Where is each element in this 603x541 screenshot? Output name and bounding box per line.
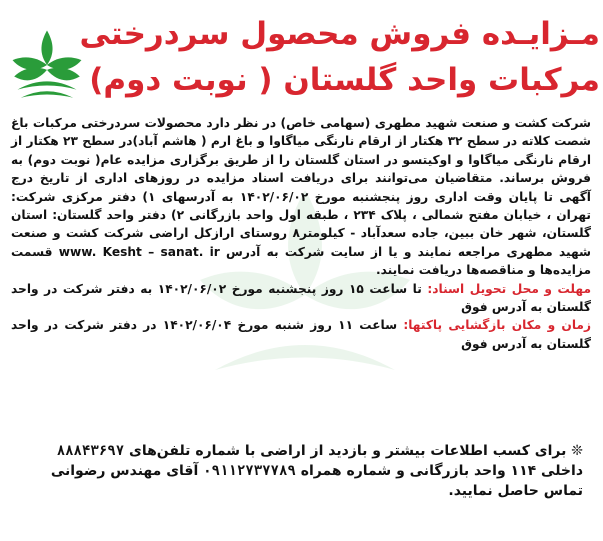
- golestan-office-label: دفتر واحد گلستان:: [52, 208, 166, 223]
- deadline-paragraph: [11, 280, 591, 317]
- plan-text: در نظر دارد: [201, 116, 277, 130]
- notice-header: [0, 4, 603, 112]
- deadline-text: تا ساعت ۱۵ روز پنجشنبه مورخ ۱۴۰۲/۰۶/۰۲ به دفتر شرکت در واحد گلستان به آدرس فوق: [11, 281, 591, 315]
- garden-2: باغ ارم ( هاشم آباد): [132, 134, 253, 149]
- area-2: در سطح ۲۳ هکتار از ارقام نارنگی میاگاوا و اوکیتسو در استان: [11, 134, 591, 167]
- opening-text: ساعت ۱۱ روز شنبه مورخ ۱۴۰۲/۰۶/۰۴ در دفتر شرکت در واحد گلستان به آدرس فوق: [11, 318, 591, 351]
- company-type: (سهامی خاص): [276, 116, 375, 130]
- contact-info: [15, 441, 583, 501]
- title-line-2: مرکبات واحد گلستان ( نوبت دوم): [89, 62, 600, 98]
- intro-paragraph: [11, 114, 591, 280]
- mobile-number: ۰۹۱۱۲۷۳۷۷۸۹: [203, 463, 296, 479]
- area-1: در سطح ۳۲ هکتار از ارقام نارنگی میاگاوا و: [252, 134, 522, 149]
- bullet-icon: ❊: [571, 443, 583, 459]
- province: گلستان: [294, 152, 340, 167]
- deadline-label: مهلت و محل تحویل اسناد:: [427, 281, 591, 296]
- product-name: محصولات سردرختی مرکبات باغ شصت کلاته: [11, 116, 592, 149]
- hours-text: در روزهای اداری از تاریخ درج آگهی تا پایان وقت اداری روز پنجشنبه مورخ ۱۴۰۲/۰۶/۰۲ به آدرسهای ۱): [11, 171, 591, 204]
- contact-line-2: داخلی ۱۱۴ واحد بازرگانی و شماره همراه: [295, 463, 583, 479]
- company-name: شرکت کشت و صنعت شهید مطهری: [374, 116, 592, 130]
- contact-line-1: برای کسب اطلاعات بیشتر و بازدید از اراضی با شماره تلفن‌های: [129, 443, 572, 459]
- title-line-1: مـزایـده فروش محصول سردرختی: [79, 16, 600, 52]
- golestan-address: استان گلستان، شهر خان ببین، جاده سعدآباد - کیلومتر۸ روستای ارازکل اراضی شرکت کشت و صنعت شهید مطهری مراجعه نمایند و یا از سایت شرکت به آدرس www. Kesht – sanat. ir قسمت مزایده‌ها و مناقصه‌ها دریافت نمایند.: [11, 208, 592, 278]
- contact-line-3: آقای مهندس رضوانی تماس حاصل نمایید.: [50, 463, 583, 499]
- leaf-emblem-icon: [6, 24, 88, 106]
- central-office-label: دفتر مرکزی شرکت:: [11, 189, 137, 204]
- phone-number: ۸۸۸۴۳۶۹۷: [56, 443, 125, 459]
- receive-docs: دریافت اسناد مزایده: [206, 171, 334, 186]
- notice-body: [11, 114, 591, 353]
- auction-text: را از طریق برگزاری مزایده عام( نوبت دوم) به فروش برساند. متقاضیان می‌توانند برای: [11, 152, 592, 186]
- tehran-address: تهران ، خیابان مفتح شمالی ، پلاک ۲۳۴ ، طبقه اول واحد بازرگانی ۲): [165, 208, 591, 223]
- opening-paragraph: [11, 316, 591, 353]
- opening-label: زمان و مکان بازگشایی پاکتها:: [403, 318, 591, 333]
